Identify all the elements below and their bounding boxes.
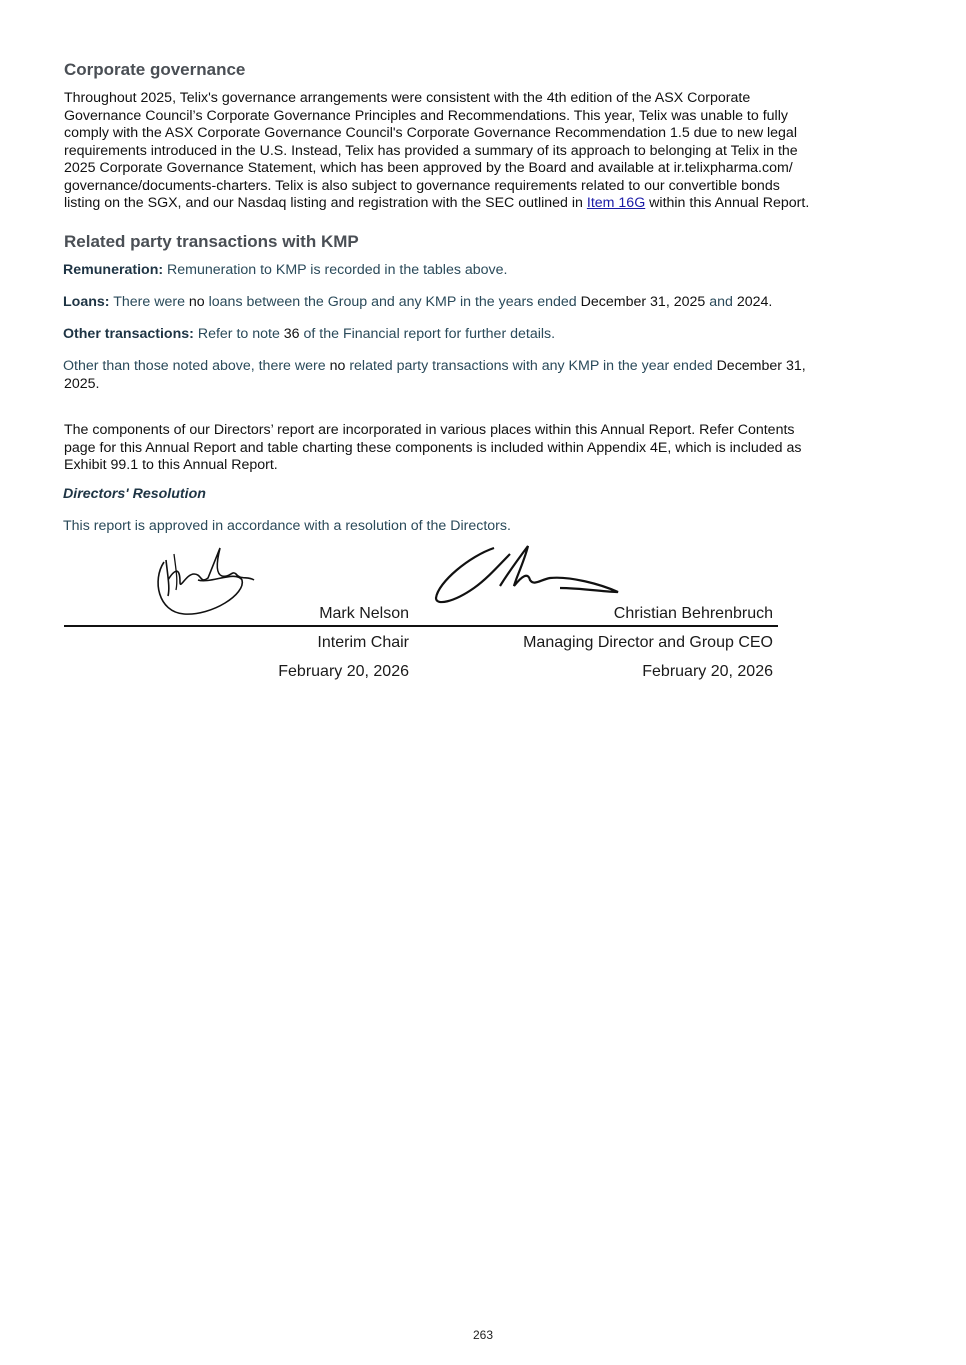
other-transactions-text: of the Financial report for further details. — [299, 326, 556, 342]
governance-line7-pre: listing on the SGX, and our Nasdaq listing and registration with the SEC outlined in — [64, 195, 587, 211]
remuneration-label: Remuneration: — [63, 262, 164, 278]
corporate-governance-heading: Corporate governance — [64, 60, 246, 79]
right-signatory-role: Managing Director and Group CEO — [523, 634, 773, 651]
other-than-paragraph — [63, 358, 903, 393]
christian-behrenbruch-signature-icon — [430, 542, 625, 607]
remuneration-paragraph — [63, 262, 903, 280]
other-than-date: December 31, — [716, 358, 806, 374]
other-transactions-paragraph — [63, 326, 903, 344]
other-than-line — [63, 358, 903, 376]
loans-label: Loans: — [63, 294, 110, 310]
left-signatory-date: February 20, 2026 — [278, 663, 409, 680]
item-16g-link[interactable]: Item 16G — [586, 195, 646, 211]
components-paragraph — [64, 422, 904, 475]
components-line: Exhibit 99.1 to this Annual Report. — [64, 457, 278, 473]
loans-paragraph — [63, 294, 903, 312]
governance-line: governance/documents-charters. Telix is also subject to governance requirements related to our convertible bonds — [64, 177, 780, 194]
governance-line: requirements introduced in the U.S. Instead, Telix has provided a summary of its approach to belonging at Telix in the — [64, 142, 798, 159]
governance-paragraph — [64, 90, 894, 213]
right-signatory-date: February 20, 2026 — [642, 663, 773, 680]
signature-rule — [64, 625, 778, 627]
remuneration-text: Remuneration to KMP is recorded in the tables above. — [163, 262, 508, 278]
other-transactions-text: Refer to note — [193, 326, 284, 342]
governance-line: Governance Council’s Corporate Governance Principles and Recommendations. This year, Telix was unable to fully — [64, 107, 788, 124]
loans-end: . — [768, 294, 773, 310]
resolution-text: This report is approved in accordance with a resolution of the Directors. — [63, 518, 511, 534]
governance-line — [64, 195, 894, 213]
loans-text: There were — [109, 294, 189, 310]
loans-year: 2024 — [736, 294, 769, 310]
components-line: page for this Annual Report and table charting these components is included within Appendix 4E, which is included as — [64, 439, 802, 456]
loans-date: December 31, 2025 — [580, 294, 706, 310]
other-transactions-label: Other transactions: — [63, 326, 194, 342]
governance-line: Throughout 2025, Telix's governance arrangements were consistent with the 4th edition of the ASX Corporate — [64, 90, 751, 106]
page-number: 263 — [472, 1328, 494, 1342]
other-than-text: related party transactions with any KMP in the year ended — [345, 358, 717, 374]
components-line: The components of our Directors’ report are incorporated in various places within this Annual Report. Refer Contents — [64, 422, 795, 438]
governance-line: comply with the ASX Corporate Governance Council's Corporate Governance Recommendation 1.5 due to new legal — [64, 125, 797, 141]
loans-text: loans between the Group and any KMP in the years ended — [204, 294, 581, 310]
related-party-heading: Related party transactions with KMP — [64, 232, 359, 251]
loans-no: no — [188, 294, 205, 310]
left-signatory-role: Interim Chair — [317, 634, 409, 651]
right-signatory-name: Christian Behrenbruch — [613, 605, 773, 622]
governance-line: 2025 Corporate Governance Statement, which has been approved by the Board and available at ir.telixpharma.com/ — [64, 160, 793, 176]
governance-line7-post: within this Annual Report. — [645, 195, 810, 211]
left-signatory-name: Mark Nelson — [319, 605, 409, 622]
other-than-text: Other than those noted above, there were — [63, 358, 330, 374]
note-number: 36 — [283, 326, 300, 342]
directors-resolution-heading: Directors' Resolution — [63, 486, 206, 502]
other-than-no: no — [329, 358, 346, 374]
other-than-year: 2025. — [64, 375, 100, 392]
loans-text: and — [705, 294, 737, 310]
